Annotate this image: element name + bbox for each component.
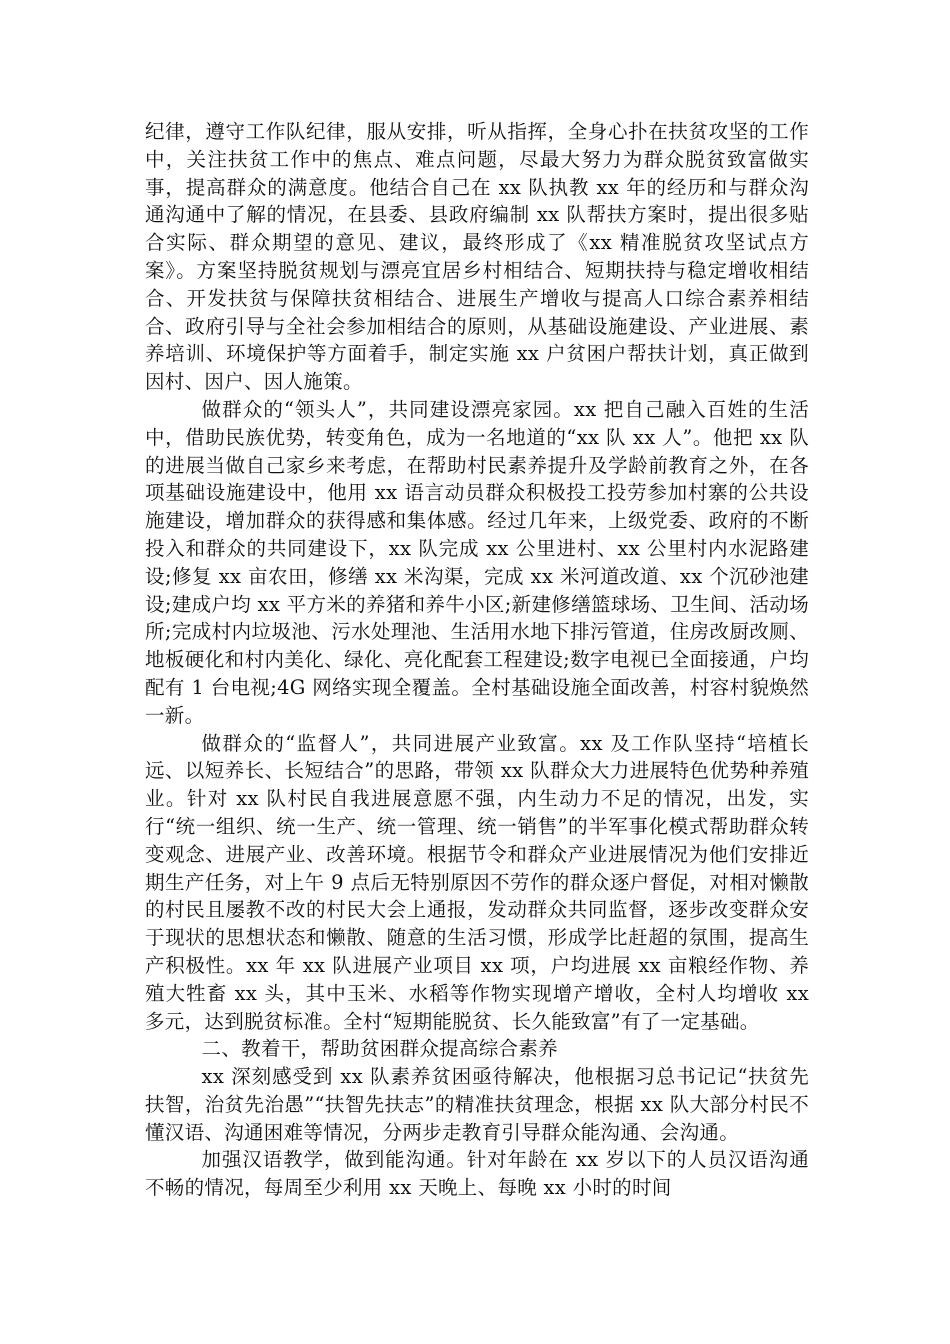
paragraph-education: xx 深刻感受到 xx 队素养贫困亟待解决，他根据习总书记记“扶贫先扶智，治贫先治愚”“扶智先扶志”的精准扶贫理念，根据 xx 队大部分村民不懂汉语、沟通困难等情况，分两步走教育引导群众能沟通、会沟通。 [145, 1065, 809, 1144]
document-body [145, 118, 809, 1202]
section-heading: 二、教着干，帮助贫困群众提高综合素养 [201, 1037, 558, 1061]
paragraph-continuation: 纪律，遵守工作队纪律，服从安排，听从指挥，全身心扑在扶贫攻坚的工作中，关注扶贫工作中的焦点、难点问题，尽最大努力为群众脱贫致富做实事，提高群众的满意度。他结合自己在 xx 队执教 xx 年的经历和与群众沟通沟通中了解的情况，在县委、县政府编制 xx 队帮扶方案时，提出很多贴合实际、群众期望的意见、建议，最终形成了《xx 精准脱贫攻坚试点方案》。方案坚持脱贫规划与漂亮宜居乡村相结合、短期扶持与稳定增收相结合、开发扶贫与保障扶贫相结合、进展生产增收与提高人口综合素养相结合、政府引导与全社会参加相结合的原则，从基础设施建设、产业进展、素养培训、环境保护等方面着手，制定实施 xx 户贫困户帮扶计划，真正做到因村、因户、因人施策。 [145, 120, 809, 394]
paragraph-supervisor: 做群众的“监督人”，共同进展产业致富。xx 及工作队坚持“培植长远、以短养长、长短结合”的思路，带领 xx 队群众大力进展特色优势种养殖业。针对 xx 队村民自我进展意愿不强，内生动力不足的情况，出发，实行“统一组织、统一生产、统一管理、统一销售”的半军事化模式帮助群众转变观念、进展产业、改善环境。根据节令和群众产业进展情况为他们安排近期生产任务，对上午 9 点后无特别原因不劳作的群众逐户督促，对相对懒散的村民且屡教不改的村民大会上通报，发动群众共同监督，逐步改变群众安于现状的思想状态和懒散、随意的生活习惯，形成学比赶超的氛围，提高生产积极性。xx 年 xx 队进展产业项目 xx 项，户均进展 xx 亩粮经作物、养殖大牲畜 xx 头，其中玉米、水稻等作物实现增产增收，全村人均增收 xx 多元，达到脱贫标准。全村“短期能脱贫、长久能致富”有了一定基础。 [145, 731, 809, 1033]
paragraph-chinese-teaching: 加强汉语教学，做到能沟通。针对年龄在 xx 岁以下的人员汉语沟通不畅的情况，每周至少利用 xx 天晚上、每晚 xx 小时的时间 [145, 1148, 809, 1200]
paragraph-leader: 做群众的“领头人”，共同建设漂亮家园。xx 把自己融入百姓的生活中，借助民族优势，转变角色，成为一名地道的“xx 队 xx 人”。他把 xx 队的进展当做自己家乡来考虑，在帮助村民素养提升及学龄前教育之外，在各项基础设施建设中，他用 xx 语言动员群众积极投工投劳参加村寨的公共设施建设，增加群众的获得感和集体感。经过几年来，上级党委、政府的不断投入和群众的共同建设下，xx 队完成 xx 公里进村、xx 公里村内水泥路建设;修复 xx 亩农田，修缮 xx 米沟渠，完成 xx 米河道改道、xx 个沉砂池建设;建成户均 xx 平方米的养猪和养牛小区;新建修缮篮球场、卫生间、活动场所;完成村内垃圾池、污水处理池、生活用水地下排污管道，住房改厨改厕、地板硬化和村内美化、绿化、亮化配套工程建设;数字电视已全面接通，户均配有 1 台电视;4G 网络实现全覆盖。全村基础设施全面改善，村容村貌焕然一新。 [145, 397, 809, 727]
